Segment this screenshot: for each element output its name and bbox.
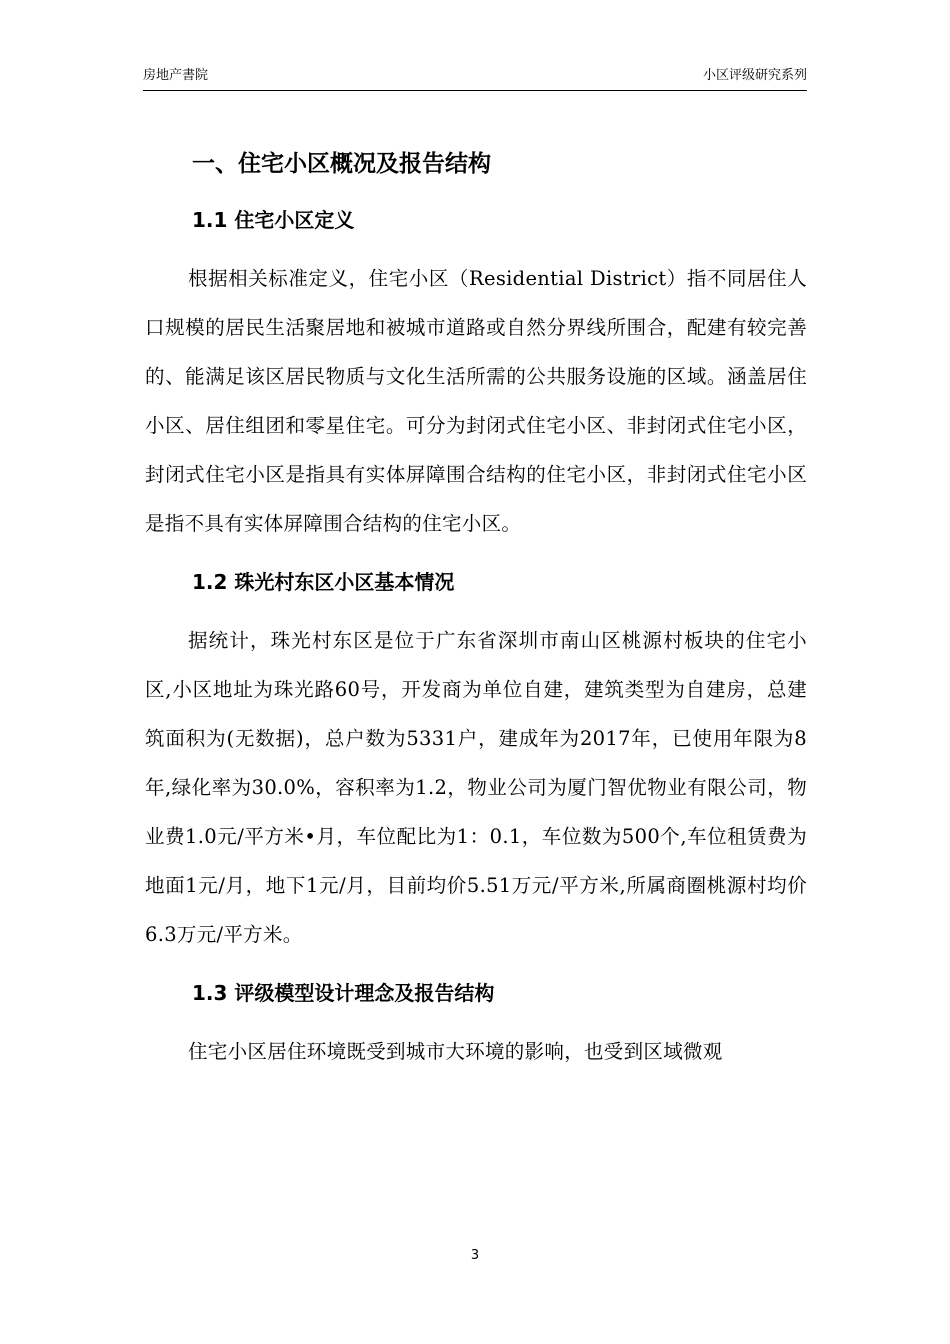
section-paragraph-1-3: 住宅小区居住环境既受到城市大环境的影响，也受到区域微观 [188, 1040, 723, 1063]
page-header [143, 66, 807, 91]
document-body [145, 140, 807, 1076]
page-number: 3 [470, 1248, 480, 1263]
section-heading-1-2: 1.2 珠光村东区小区基本情况 [192, 570, 455, 594]
section-paragraph-1-2: 据统计，珠光村东区是位于广东省深圳市南山区桃源村板块的住宅小区,小区地址为珠光路60号，开发商为单位自建，建筑类型为自建房，总建筑面积为(无数据)，总户数为5331户，建成年为2017年，已使用年限为8年,绿化率为30.0%，容积率为1.2，物业公司为厦门智优物业有限公司，物业费1.0元/平方米•月，车位配比为1：0.1，车位数为500个,车位租赁费为地面1元/月，地下1元/月，目前均价5.51万元/平方米,所属商圈桃源村均价6.3万元/平方米。 [145, 629, 807, 946]
header-series-title: 小区评级研究系列 [702, 68, 807, 83]
header-publisher: 房地产書院 [143, 68, 209, 83]
chapter-title: 一、住宅小区概况及报告结构 [192, 151, 491, 177]
section-heading-1-3: 1.3 评级模型设计理念及报告结构 [192, 981, 495, 1005]
section-paragraph-1-1: 根据相关标准定义，住宅小区（Residential District）指不同居住人口规模的居民生活聚居地和被城市道路或自然分界线所围合，配建有较完善的、能满足该区居民物质与文化生活所需的公共服务设施的区域。涵盖居住小区、居住组团和零星住宅。可分为封闭式住宅小区、非封闭式住宅小区，封闭式住宅小区是指具有实体屏障围合结构的住宅小区，非封闭式住宅小区是指不具有实体屏障围合结构的住宅小区。 [145, 267, 807, 535]
section-heading-1-1: 1.1 住宅小区定义 [192, 208, 355, 232]
